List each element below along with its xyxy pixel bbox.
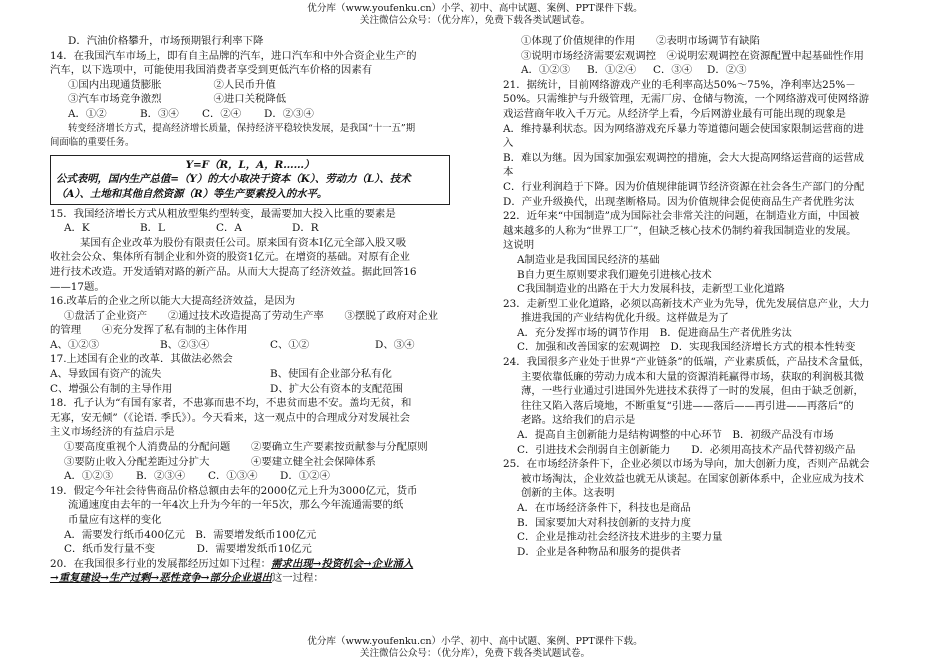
- q20-option-a: A．①②③: [521, 64, 571, 77]
- q18-option-b: B．②③④: [136, 470, 186, 483]
- q17-option-c: C、增强公有制的主导作用: [50, 382, 173, 395]
- q18-option-d: D．①②④: [280, 470, 330, 483]
- q21-option-b-1: B．难以为继。因为国家加强宏观调控的措施，会大大提高网络运营商的运营成: [503, 151, 864, 164]
- q21-option-b-2: 本: [503, 166, 514, 179]
- q24-options-1: A．提高自主创新能力是结构调整的中心环节 B．初级产品没有市场: [517, 429, 834, 442]
- q21-stem-3: 戏运营商年收入千万元。从经济学上看，今后网游业最有可能出现的现象是: [503, 107, 846, 120]
- q23-options-2: C．加强和改善国家的宏观调控 D．实现我国经济增长方式的根本性转变: [517, 341, 856, 354]
- header-line-1: 优分库（www.youfenku.cn）小学、初中、高中试题、案例、PPT课件下载。: [307, 3, 643, 14]
- q17-options-row-2: [50, 382, 450, 397]
- q22-option-b: B自力更生原则要求我们避免引进核心技术: [517, 268, 712, 281]
- q14-option-d: D．②③④: [264, 107, 314, 120]
- q17-option-d: D、扩大公有资本的支配范围: [270, 382, 404, 395]
- q19-stem-3: 币量应有这样的变化: [68, 514, 162, 526]
- page-header: [0, 3, 950, 27]
- formula-explain-1: 公式表明，国内生产总值=（Y）的大小取决于资本（K）、劳动力（L）、技术: [56, 173, 411, 186]
- q25-stem-2: 被市场淘汰，企业效益也就无从谈起。在国家创新体系中，企业应成为技术: [521, 472, 864, 485]
- q21-option-a-1: A．维持暴利状态。因为网络游戏充斥暴力等道德问题会使国家限制运营商的进: [503, 122, 864, 135]
- q15-option-d: D．R: [292, 222, 319, 235]
- q14-items-1: ①国内出现通货膨胀 ②人民币升值: [68, 78, 276, 91]
- q24-stem-5: 老路。这给我们的启示是: [521, 414, 636, 427]
- q25-stem-1: 25．在市场经济条件下，企业必须以市场为导向，加大创新力度，否则产品就会: [503, 458, 870, 471]
- q17-option-b: B、使国有企业部分私有化: [270, 368, 392, 381]
- q14-option-c: C．②④: [202, 107, 242, 120]
- q20-stem-lead: 20．在我国很多行业的发展都经历过如下过程：: [50, 557, 272, 570]
- left-column: [50, 34, 450, 586]
- formula: Y=F（R，L，A，R……）: [185, 158, 315, 171]
- q22-stem-2: 越来越多的人称为“世界工厂”，但缺乏核心技术仍制约着我国制造业的发展。: [503, 224, 857, 237]
- q21-option-c: C．行业利润趋于下降。因为价值规律能调节经济资源在社会各生产部门的分配: [503, 180, 865, 193]
- q18-stem-1: 18．孔子认为“有国有家者，不患寡而患不均，不患贫而患不安。盖均无贫，和: [50, 397, 412, 410]
- q16-items-1: ①盘活了企业资产 ②通过技术改造提高了劳动生产率 ③摆脱了政府对企业: [64, 309, 439, 322]
- q14-items-2: ③汽车市场竞争激烈 ④进口关税降低: [68, 93, 287, 106]
- q17-options-row-1: [50, 367, 450, 382]
- q20-option-c: C．③④: [653, 64, 693, 77]
- q19-options-2: C．纸币发行量不变 D．需要增发纸币10亿元: [64, 543, 312, 556]
- q22-stem-1: 22．近年来“中国制造”成为国际社会非常关注的问题，在制造业方面，中国被: [503, 210, 860, 223]
- q21-option-a-2: 入: [503, 137, 514, 150]
- intro-line-1: 转变经济增长方式，提高经济增长质量，保持经济平稳较快发展，是我国“十一五”期: [68, 122, 416, 134]
- q14-stem-2: 汽车，以下选项中，可能使用我国消费者享受到更低汽车价格的因素有: [50, 64, 373, 77]
- q23-options-1: A．充分发挥市场的调节作用 B．促进商品生产者优胜劣汰: [517, 326, 792, 339]
- q19-stem-1: 19．假定今年社会待售商品价格总额由去年的2000亿元上升为3000亿元，货币: [50, 484, 418, 497]
- passage-line-4: ——17题。: [50, 280, 105, 293]
- q25-option-a: A．在市场经济条件下，科技也是商品: [517, 502, 691, 514]
- q15-stem: 15．我国经济增长方式从粗放型集约型转变，最需要加大投入比重的要素是: [50, 207, 396, 220]
- q23-stem-2: 推进我国的产业结构优化升级。这样做是为了: [521, 312, 729, 325]
- q22-option-a: A制造业是我国国民经济的基础: [517, 253, 660, 266]
- q13-option-d: D．汽油价格攀升，市场预期银行利率下降: [68, 35, 264, 47]
- q15-option-a: A．K: [64, 222, 90, 235]
- q16-options: [50, 338, 450, 353]
- formula-box: [50, 155, 450, 205]
- q14-stem-1: 14．在我国汽车市场上，即有自主品牌的汽车，进口汽车和中外合资企业生产的: [50, 49, 417, 62]
- formula-explain-2: （A）、土地和其他自然资源（R）等生产要素投入的水平。: [56, 187, 328, 200]
- q25-option-d: D．企业是各种物品和服务的提供者: [517, 545, 682, 558]
- q20-options: [503, 63, 903, 78]
- q20-process-part-2: →重复建设→生产过剩→恶性竞争→部分企业退出: [50, 572, 272, 585]
- q18-stem-2: 无寡，安无倾”（《论语. 季氏》）。今天看来，这一观点中的合理成分对发展社会: [50, 411, 410, 424]
- q21-stem-1: 21．据统计，目前网络游戏产业的毛利率高达50%～75%，净利率达25%－: [503, 78, 856, 91]
- q25-option-b: B．国家要加大对科技创新的支持力度: [517, 516, 691, 529]
- q15-option-b: B．L: [140, 222, 165, 235]
- q20-stem-2: [50, 571, 450, 586]
- q25-option-c: C．企业是推动社会经济技术进步的主要力量: [517, 531, 723, 544]
- page-footer: [0, 636, 950, 660]
- q25-stem-3: 创新的主体。这表明: [521, 487, 615, 500]
- q20-stem-tail: 这一过程：: [271, 572, 324, 585]
- q18-items-2: ③要防止收入分配差距过分扩大 ④要建立健全社会保障体系: [64, 455, 376, 468]
- q20-items-1: ①体现了价值规律的作用 ②表明市场调节有缺陷: [521, 35, 760, 47]
- q18-items-1: ①要高度重视个人消费品的分配问题 ②要确立生产要素按贡献参与分配原则: [64, 441, 428, 454]
- intro-line-2: 间面临的重要任务。: [50, 137, 135, 149]
- q23-stem-1: 23．走新型工业化道路，必须以高新技术产业为先导，优先发展信息产业，大力: [503, 297, 870, 310]
- q14-option-b: B．③④: [140, 107, 179, 120]
- q18-options: [50, 469, 450, 484]
- q18-option-c: C．①③④: [208, 470, 258, 483]
- q17-stem: 17.上述国有企业的改革．其做法必然会: [50, 353, 233, 366]
- q20-option-b: B．①②④: [587, 64, 637, 77]
- header-line-2: 关注微信公众号：（优分库），免费下载各类试题试卷。: [359, 15, 591, 26]
- passage-line-3: 进行技术改造。开发适销对路的新产品。从而大大提高了经济效益。据此回答16: [50, 265, 417, 278]
- q24-stem-1: 24．我国很多产业处于世界“产业链条”的低端，产业素质低，产品技术含量低，: [503, 356, 870, 369]
- q22-stem-3: 这说明: [503, 239, 535, 252]
- q15-option-c: C．A: [216, 222, 242, 235]
- footer-line-1: 优分库（www.youfenku.cn）小学、初中、高中试题、案例、PPT课件下载。: [307, 636, 643, 647]
- q14-options: [50, 107, 450, 122]
- q24-stem-4: 往往又陷入落后境地，不断重复“引进——落后——再引进——再落后”的: [521, 399, 854, 412]
- q20-items-2: ③说明市场经济需要宏观调控 ④说明宏观调控在资源配置中起基础性作用: [521, 49, 864, 62]
- q14-option-a: A．①②: [68, 107, 107, 120]
- q16-stem: 16.改革后的企业之所以能大大提高经济效益，是因为: [50, 295, 296, 308]
- q24-stem-2: 主要依靠低廉的劳动力成本和大量的资源消耗赢得市场，获取的利润极其微: [521, 370, 864, 383]
- q22-option-c: C我国制造业的出路在于大力发展科技，走新型工业化道路: [517, 283, 785, 296]
- q20-stem-1: [50, 557, 450, 572]
- q15-options: [50, 221, 450, 236]
- q17-option-a: A、导致国有资产的流失: [50, 368, 162, 381]
- q18-option-a: A．①②③: [64, 470, 114, 483]
- q19-stem-2: 流通速度由去年的一年4次上升为今年的一年5次，那么今年流通需要的纸: [68, 499, 404, 512]
- q24-stem-3: 薄，一些行业通过引进国外先进技术获得了一时的发展，但由于缺乏创新，: [521, 385, 864, 398]
- q18-stem-3: 主义市场经济的有益启示是: [50, 426, 175, 439]
- q16-option-d: D、③④: [375, 338, 415, 351]
- q24-options-2: C．引进技术会削弱自主创新能力 D．必须用高技术产品代替初级产品: [517, 443, 856, 456]
- right-column: [503, 34, 903, 559]
- footer-line-2: 关注微信公众号：（优分库），免费下载各类试题试卷。: [359, 648, 591, 659]
- q16-items-2: 的管理 ④充分发挥了私有制的主体作用: [50, 324, 248, 337]
- q19-options-1: A．需要发行纸币400亿元 B．需要增发纸币100亿元: [64, 528, 317, 541]
- q16-option-c: C、①②: [270, 338, 310, 351]
- passage-line-2: 收社会公众、集体所有制企业和外资的股资1亿元。在增资的基础。对原有企业: [50, 251, 410, 264]
- q21-stem-2: 50%。只需维护与升级管理，无需厂房、仓储与物流，一个网络游戏可使网络游: [503, 93, 869, 106]
- q16-option-b: B、②③④: [160, 338, 210, 351]
- q20-process-part-1: 需求出现→投资机会→企业涌入: [271, 557, 414, 570]
- q20-option-d: D．②③: [707, 64, 747, 77]
- passage-line-1: 某国有企业改革为股份有限责任公司。原来国有资本Ⅰ亿元全部入股又吸: [80, 236, 407, 249]
- q16-option-a: A、①②③: [50, 338, 100, 351]
- q21-option-d: D．产业升级换代，出现垄断格局。因为价值规律会促使商品生产者优胜劣汰: [503, 195, 855, 208]
